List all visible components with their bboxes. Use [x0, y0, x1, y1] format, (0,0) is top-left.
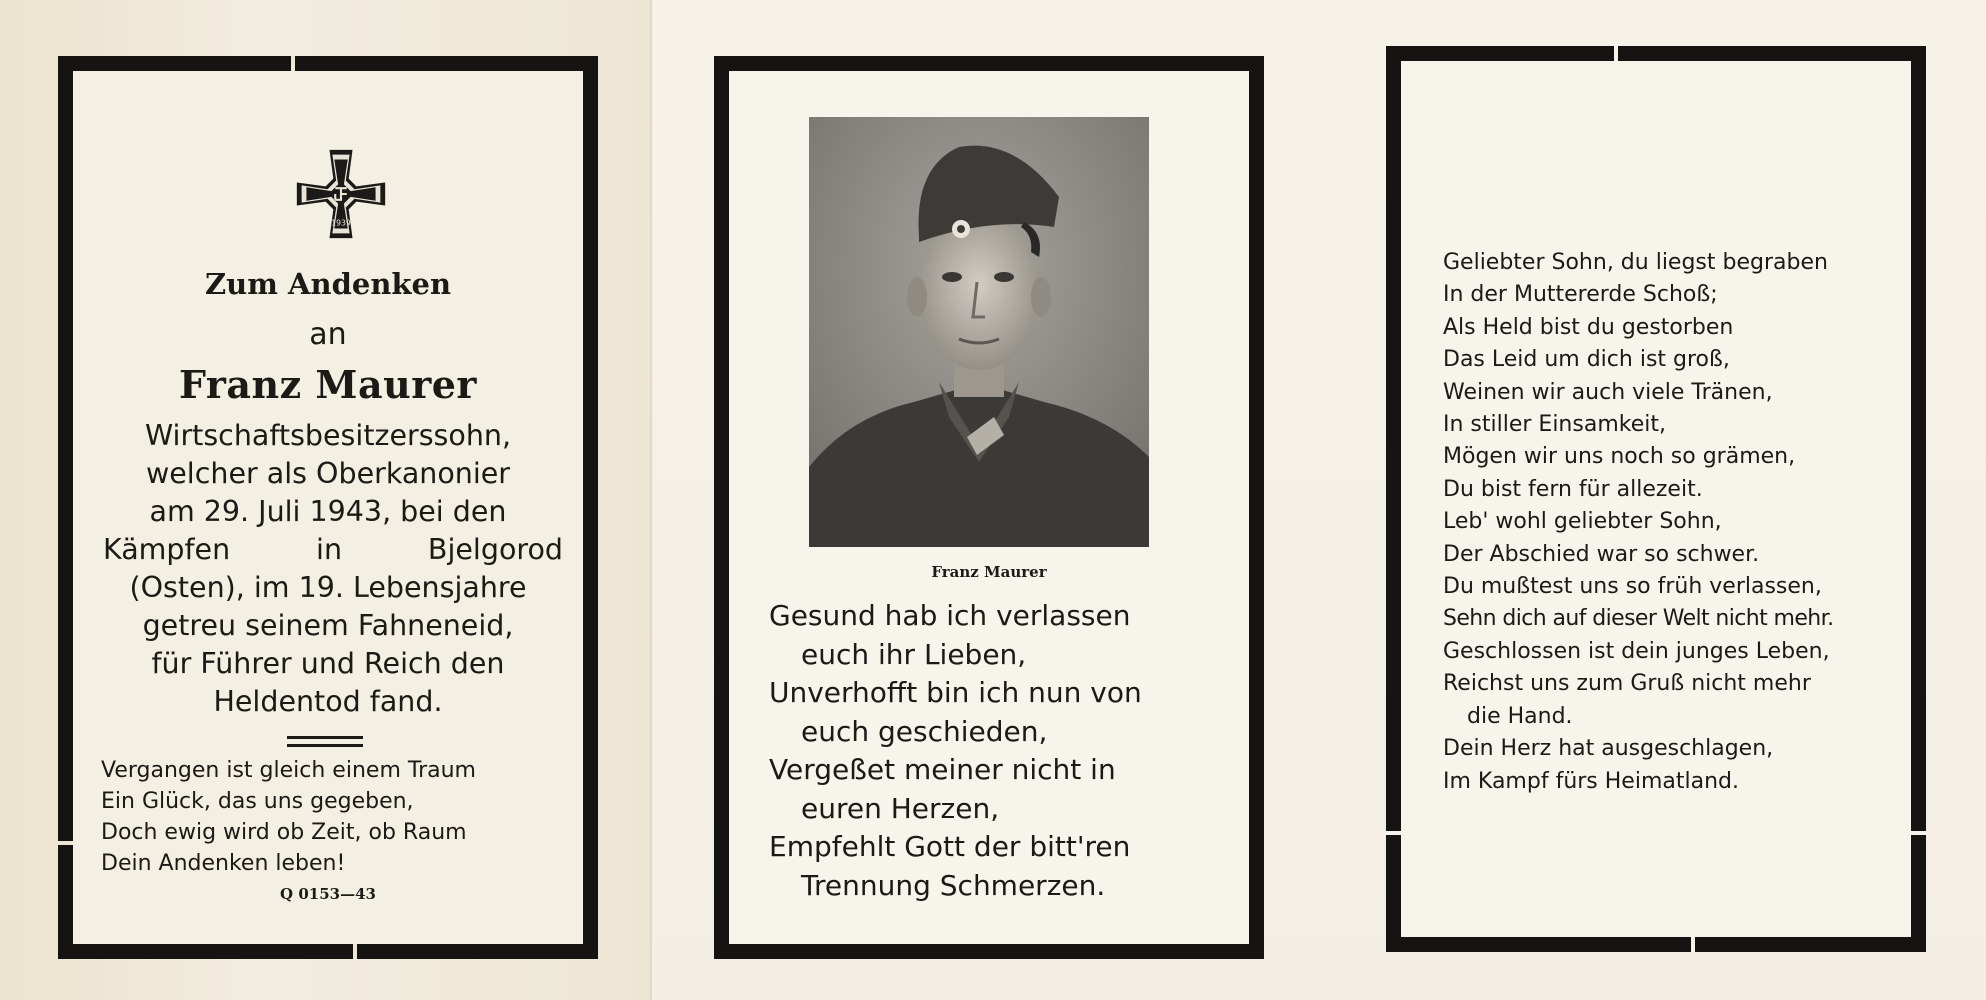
border-seam — [1691, 937, 1695, 952]
memorial-card-front — [58, 56, 598, 959]
memorial-card-portrait — [714, 56, 1264, 959]
poem-line: Leb' wohl geliebter Sohn, — [1443, 509, 1722, 535]
memorial-preposition: an — [309, 317, 347, 352]
bio-line: welcher als Oberkanonier — [145, 457, 511, 490]
verse-line: Vergangen ist gleich einem Traum — [101, 758, 476, 783]
border-seam — [1386, 831, 1401, 835]
poem-line: Geliebter Sohn, du liegst begraben — [1443, 250, 1828, 275]
deceased-name: Franz Maurer — [179, 362, 477, 407]
poem-line: die Hand. — [1467, 703, 1573, 729]
bio-line: am 29. Juli 1943, bei den — [149, 495, 507, 528]
double-divider — [287, 736, 363, 747]
poem-line: Trennung Schmerzen. — [801, 868, 1106, 902]
poem-line: Im Kampf fürs Heimatland. — [1443, 768, 1739, 794]
poem-line: Du bist fern für allezeit. — [1443, 476, 1703, 502]
verse-line: Ein Glück, das uns gegeben, — [101, 789, 414, 814]
poem-line: Der Abschied war so schwer. — [1443, 541, 1760, 567]
border-seam — [58, 841, 73, 845]
verse-line: Doch ewig wird ob Zeit, ob Raum — [101, 820, 467, 845]
poem-line: In der Muttererde Schoß; — [1443, 282, 1718, 308]
poem-line: Mögen wir uns noch so grämen, — [1443, 444, 1796, 470]
memorial-card-back — [1386, 46, 1926, 952]
poem-line: Reichst uns zum Gruß nicht mehr — [1443, 671, 1811, 697]
poem-line: Als Held bist du gestorben — [1443, 314, 1734, 340]
border-seam — [1614, 46, 1618, 61]
mourning-poem — [1443, 247, 1901, 798]
border-seam — [353, 944, 357, 959]
soldier-portrait-image — [809, 117, 1149, 547]
bio-line: für Führer und Reich den — [151, 647, 505, 680]
bio-line: Wirtschaftsbesitzerssohn, — [144, 419, 512, 452]
bio-line: Heldentod fand. — [213, 685, 443, 718]
poem-line: In stiller Einsamkeit, — [1443, 412, 1666, 438]
verse-text — [101, 755, 575, 879]
poem-line: Unverhofft bin ich nun von — [769, 676, 1142, 709]
photo-caption: Franz Maurer — [931, 563, 1047, 581]
portrait-photo — [809, 117, 1149, 547]
farewell-poem — [769, 597, 1239, 905]
poem-line: euren Herzen, — [801, 791, 1000, 825]
poem-line: Du mußtest uns so früh verlassen, — [1443, 574, 1822, 600]
poem-line: Empfehlt Gott der bitt'ren — [769, 830, 1131, 863]
iron-cross-icon — [293, 146, 389, 242]
bio-line: Kämpfen in Bjelgorod — [103, 533, 563, 566]
bio-line: (Osten), im 19. Lebensjahre — [129, 571, 527, 604]
print-code: Q 0153—43 — [280, 885, 376, 903]
verse-line: Dein Andenken leben! — [101, 851, 346, 876]
border-seam — [1911, 831, 1926, 835]
poem-line: euch geschieden, — [801, 714, 1048, 748]
poem-line: Gesund hab ich verlassen — [769, 599, 1131, 632]
memorial-heading: Zum Andenken — [204, 267, 452, 301]
poem-line: euch ihr Lieben, — [801, 637, 1027, 671]
poem-line: Sehn dich auf dieser Welt nicht mehr. — [1443, 606, 1834, 632]
page-fold — [650, 0, 654, 1000]
poem-line: Das Leid um dich ist groß, — [1443, 347, 1730, 373]
emblem-year: 1939 — [331, 218, 351, 228]
poem-line: Vergeßet meiner nicht in — [769, 753, 1116, 786]
biography-text — [85, 417, 571, 721]
border-seam — [291, 56, 295, 71]
bio-line: getreu seinem Fahneneid, — [142, 609, 514, 642]
poem-line: Weinen wir auch viele Tränen, — [1443, 379, 1773, 405]
poem-line: Dein Herz hat ausgeschlagen, — [1443, 736, 1774, 762]
poem-line: Geschlossen ist dein junges Leben, — [1443, 638, 1830, 664]
